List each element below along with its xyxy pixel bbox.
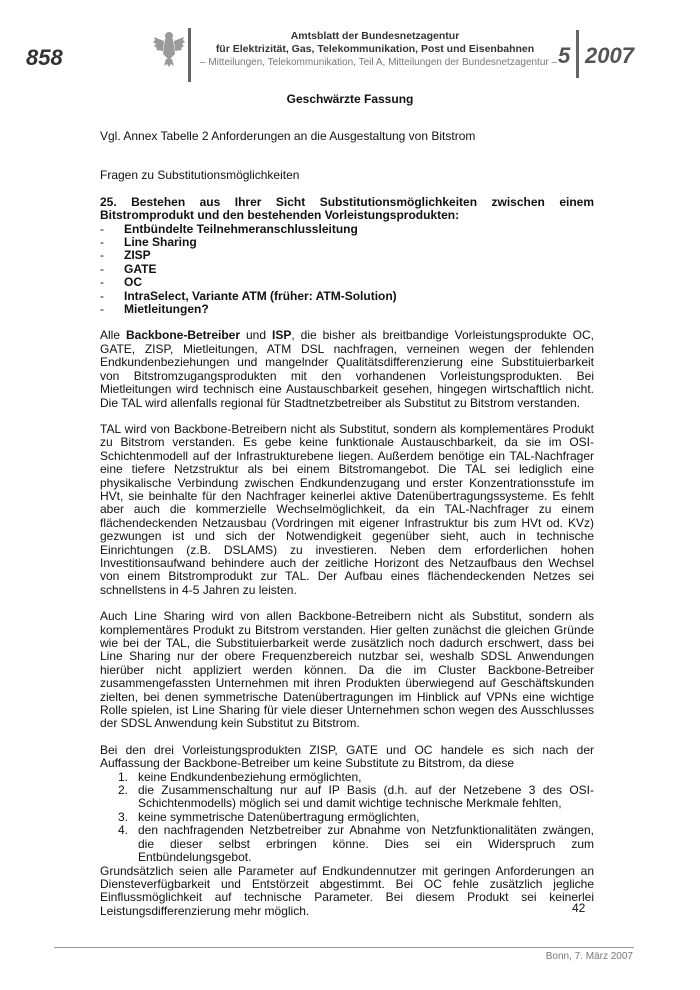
issue-year: 2007 [585,43,634,68]
issue-divider [576,30,579,78]
document-title: Geschwärzte Fassung [286,92,414,106]
gazette-section: – Mitteilungen, Telekommunikation, Teil A, Mitteilungen der Bundesnetzagentur – [200,57,558,68]
paragraph: TAL wird von Backbone-Betreibern nicht als Substitut, sondern als komplementäres Produkt zu Bitstrom verstanden. Es gebe keine funktionale Austauschbarkeit, da sie im OSI-Schichtenmodell auf der Infrastrukturebene liegen. Außerdem benötige ein TAL-Nachfrager eine tiefere Netzstruktur als bei einem Bitstromangebot. Die TAL sei lediglich eine physikalische Verbindung zwischen Endkundenzugang und erster Konzentrationsstufe im HVt, sie beinhalte für den Nachfrager keinerlei aktive Datenübertragungssysteme. Es fehlt aber auch die kommerzielle Wechselmöglichkeit, da ein TAL-Nachfrager zu einem flächendeckenden Netzausbau (Vordringen mit eigener Infrastruktur bis zum HVt od. KVz) gezwungen ist und sich der Notwendigkeit gegenüber sieht, auch in technische Einrichtungen (z.B. DSLAMS) zu investieren. Neben dem erforderlichen hohen Investitionsaufwand behindere auch der zeitliche Horizont des Netzaufbaus den Wechsel von einem Bitstromprodukt zur TAL. Der Aufbau eines flächendeckenden Netzes sei schnellstens in 4-5 Jahren zu leisten. [100,421,594,597]
footer-date: Bonn, 7. März 2007 [545,951,633,962]
reference-line: Vgl. Annex Tabelle 2 Anforderungen an die Ausgestaltung von Bitstrom [100,129,476,143]
list-item: 3. keine symmetrische Datenübertragung ermöglichten, [118,809,420,824]
header-divider [188,28,191,82]
gazette-subtitle: für Elektrizität, Gas, Telekommunikation, Post und Eisenbahnen [215,43,535,55]
paragraph: Bei den drei Vorleistungsprodukten ZISP, GATE und OC handele es sich nach der Auffassung der Backbone-Betreiber um keine Substitute zu Bitstrom, da diese [100,742,594,771]
question-list [100,223,594,317]
list-item: - Line Sharing [100,236,594,249]
footer-divider [54,947,634,948]
document-body [100,130,594,918]
list-item: - IntraSelect, Variante ATM (früher: ATM-Solution) [100,290,594,303]
numbered-list [100,771,594,865]
list-item: - OC [100,276,594,289]
gazette-title: Amtsblatt der Bundesnetzagentur [290,30,460,42]
list-item: 1. keine Endkundenbeziehung ermöglichten, [118,769,362,784]
paragraph: Alle Backbone-Betreiber und ISP, die bisher als breitbandige Vorleistungsprodukte OC, GATE, ZISP, Mietleitungen, ATM DSL nachfragen, verneinen wegen der fehlenden Endkundenbeziehungen und mangelnder Qualitätsdifferenzierung eine Substituierbarkeit von Bitstromzugangsprodukten mit den vorhandenen Vorleistungsprodukten. Bei Mietleitungen wird technisch eine Austauschbarkeit gesehen, hingegen wirtschaftlich nicht. Die TAL wird allenfalls regional für Stadtnetzbetreiber als Substitut zu Bitstrom verstanden. [100,328,594,410]
page-number: 858 [26,45,63,70]
list-item: - ZISP [100,249,594,262]
section-heading: Fragen zu Substitutionsmöglichkeiten [100,168,300,183]
paragraph: Grundsätzlich seien alle Parameter auf Endkundennutzer mit geringen Anforderungen an Diensteverfügbarkeit und Entstörzeit abgestimmt. Bei OC fehle zusätzlich jegliche Einflussmöglichkeit auf technische Parameter. Bei diesem Produkt sei keinerlei Leistungsdifferenzierung mehr möglich. [100,863,594,918]
list-item: - Mietleitungen? [100,303,594,316]
list-item: - Entbündelte Teilnehmeranschlussleitung [100,223,594,236]
footer-page-number: 42 [572,901,586,915]
paragraph: Auch Line Sharing wird von allen Backbone-Betreibern nicht als Substitut, sondern als komplementäres Produkt zu Bitstrom verstanden. Hier gelten zunächst die gleichen Gründe wie bei der TAL, die Substituierbarkeit werde zusätzlich noch dadurch erschwert, dass bei Line Sharing nur der obere Frequenzbereich nutzbar sei, weshalb SDSL Anwendungen hierüber nicht appliziert werden können. Da die im Cluster Backbone-Betreiber zusammengefassten Unternehmen mit ihren Produkten überwiegend auf Geschäftskunden zielten, bei denen symmetrische Datenübertragungen im Hinblick auf VPNs eine wichtige Rolle spielen, ist Line Sharing für viele dieser Unternehmen schon wegen des Ausschlusses der SDSL Anwendung kein Substitut zu Bitstrom. [100,609,594,731]
question-text: 25. Bestehen aus Ihrer Sicht Substitutionsmöglichkeiten zwischen einem Bitstromprodukt und den bestehenden Vorleistungsprodukten: [100,194,594,223]
list-item: 2. die Zusammenschaltung nur auf IP Basis (d.h. auf der Netzebene 3 des OSI-Schichtenmodells) möglich sei und damit wichtige technische Merkmale fehlten, [118,783,594,811]
list-item: 4. den nachfragenden Netzbetreiber zur Abnahme von Netzfunktionalitäten zwängen, die dieser selbst erbringen könne. Dies sei ein Widerspruch zum Entbündelungsgebot. [118,823,594,865]
list-item: - GATE [100,263,594,276]
federal-eagle-icon [152,30,186,68]
issue-number: 5 [558,43,571,68]
